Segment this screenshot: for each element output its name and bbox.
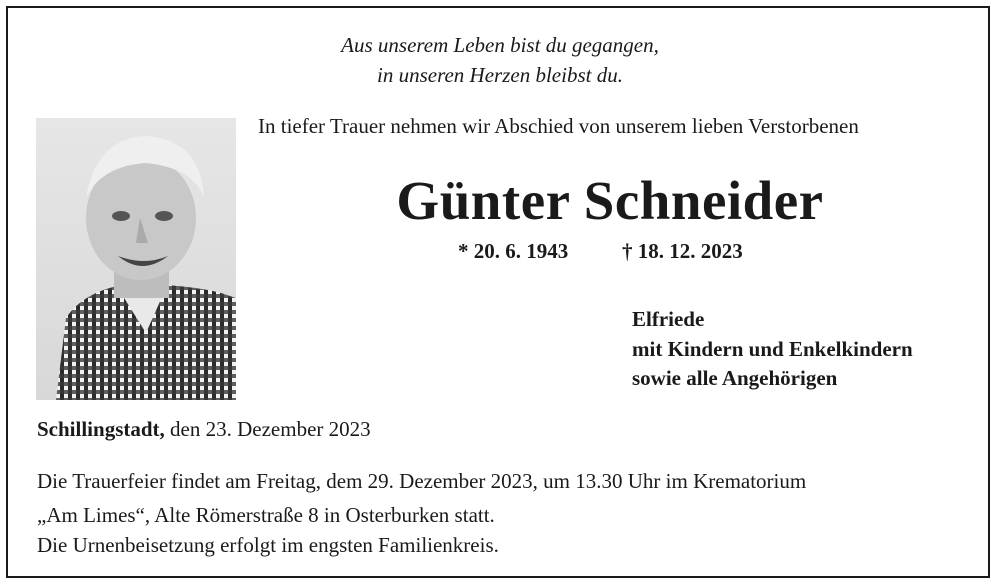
mourner-line: mit Kindern und Enkelkindern bbox=[632, 337, 913, 361]
portrait-photo bbox=[36, 118, 236, 400]
mourner-line: Elfriede bbox=[632, 307, 705, 331]
portrait-illustration bbox=[36, 118, 236, 400]
verse-line-1: Aus unserem Leben bist du gegangen, bbox=[341, 33, 659, 57]
death-date: † 18. 12. 2023 bbox=[622, 239, 743, 263]
funeral-info-line-1: Die Trauerfeier findet am Freitag, dem 29. Dezember 2023, um 13.30 Uhr im Krematorium bbox=[37, 469, 807, 493]
verse-line-2: in unseren Herzen bleibst du. bbox=[377, 63, 623, 87]
notice-date: den 23. Dezember 2023 bbox=[170, 417, 371, 441]
intro-text: In tiefer Trauer nehmen wir Abschied von unserem lieben Verstorbenen bbox=[258, 114, 859, 138]
place-name: Schillingstadt, bbox=[37, 417, 165, 441]
birth-date: * 20. 6. 1943 bbox=[458, 239, 569, 263]
funeral-info-line-3: Die Urnenbeisetzung erfolgt im engsten Familienkreis. bbox=[37, 533, 499, 557]
place-date-line bbox=[37, 417, 371, 442]
mourner-line: sowie alle Angehörigen bbox=[632, 366, 838, 390]
deceased-name: Günter Schneider bbox=[396, 170, 824, 231]
funeral-info-line-2: „Am Limes“, Alte Römerstraße 8 in Osterburken statt. bbox=[37, 503, 495, 527]
